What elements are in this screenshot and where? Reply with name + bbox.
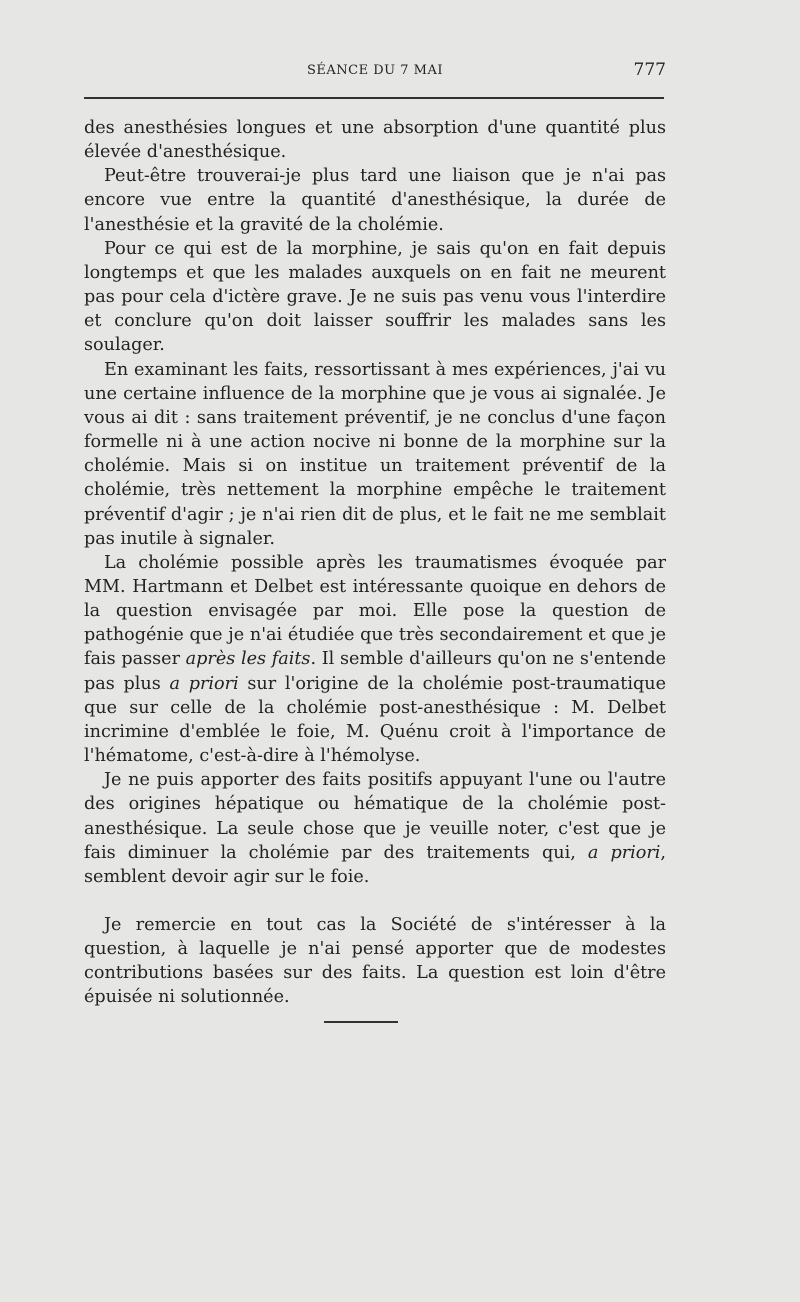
paragraph-1: des anesthésies longues et une absorption d'une quantité plus élevée d'anesthésique. <box>84 118 666 163</box>
paragraph-5-text-c: sur l'origine de la cholémie post-traumatique que sur celle de la cholémie post-anesthésique : M. Delbet incrimine d'emblée le foie, M. Quénu croit à l'importance de l'hématome, c'est-à-dire à l'hémolyse. <box>84 673 666 767</box>
header-rule <box>84 97 664 99</box>
paragraph-5-text-b: . Il semble d'ailleurs qu'on ne s'entende pas plus <box>84 649 666 694</box>
paragraph-6-text-b: , semblent devoir agir sur le foie. <box>84 842 666 887</box>
paragraph-7: Je remercie en tout cas la Société de s'intéresser à la question, à laquelle je n'ai pensé apporter que de modestes contributions basées sur des faits. La question est loin d'être épuisée ni solutionnée. <box>84 915 666 1008</box>
paragraph-6-italic: a priori <box>587 842 661 863</box>
end-rule <box>324 1021 398 1023</box>
paragraph-6 <box>84 768 666 889</box>
paragraph-2: Peut-être trouverai-je plus tard une liaison que je n'ai pas encore vue entre la quantité d'anesthésique, la durée de l'anesthésie et la gravité de la cholémie. <box>84 166 666 235</box>
paragraph-5-italic-b: a priori <box>169 673 239 694</box>
body-text <box>84 116 666 1010</box>
paragraph-4: En examinant les faits, ressortissant à mes expériences, j'ai vu une certaine influence de la morphine que je vous ai signalée. Je vous ai dit : sans traitement préventif, je ne conclus d'une façon formelle ni à une action nocive ni bonne de la morphine sur la cholémie. Mais si on institue un traitement préventif de la cholémie, très nettement la morphine empêche le traitement préventif d'agir ; je n'ai rien dit de plus, et le fait ne me semblait pas inutile à signaler. <box>84 359 666 549</box>
paragraph-3: Pour ce qui est de la morphine, je sais qu'on en fait depuis longtemps et que les malades auxquels on en fait ne meurent pas pour cela d'ictère grave. Je ne suis pas venu vous l'interdire et conclure qu'on doit laisser souffrir les malades sans les soulager. <box>84 238 666 356</box>
paragraph-5-italic-a: après les faits <box>185 649 311 670</box>
paragraph-6-text-a: Je ne puis apporter des faits positifs appuyant l'une ou l'autre des origines hépatique ou hématique de la cholémie post-anesthésique. La seule chose que je veuille noter, c'est que je fais diminuer la cholémie par des traitements qui, <box>84 770 666 863</box>
page-number: 777 <box>633 60 666 80</box>
paragraph-5-text-a: La cholémie possible après les traumatismes évoquée par MM. Hartmann et Delbet est intéressante quoique en dehors de la question envisagée par moi. Elle pose la question de pathogénie que je n'ai étudiée que très secondairement et que je fais passer <box>84 552 666 670</box>
running-title: SÉANCE DU 7 MAI <box>307 63 443 78</box>
paragraph-5 <box>84 551 666 768</box>
running-head <box>84 60 666 84</box>
